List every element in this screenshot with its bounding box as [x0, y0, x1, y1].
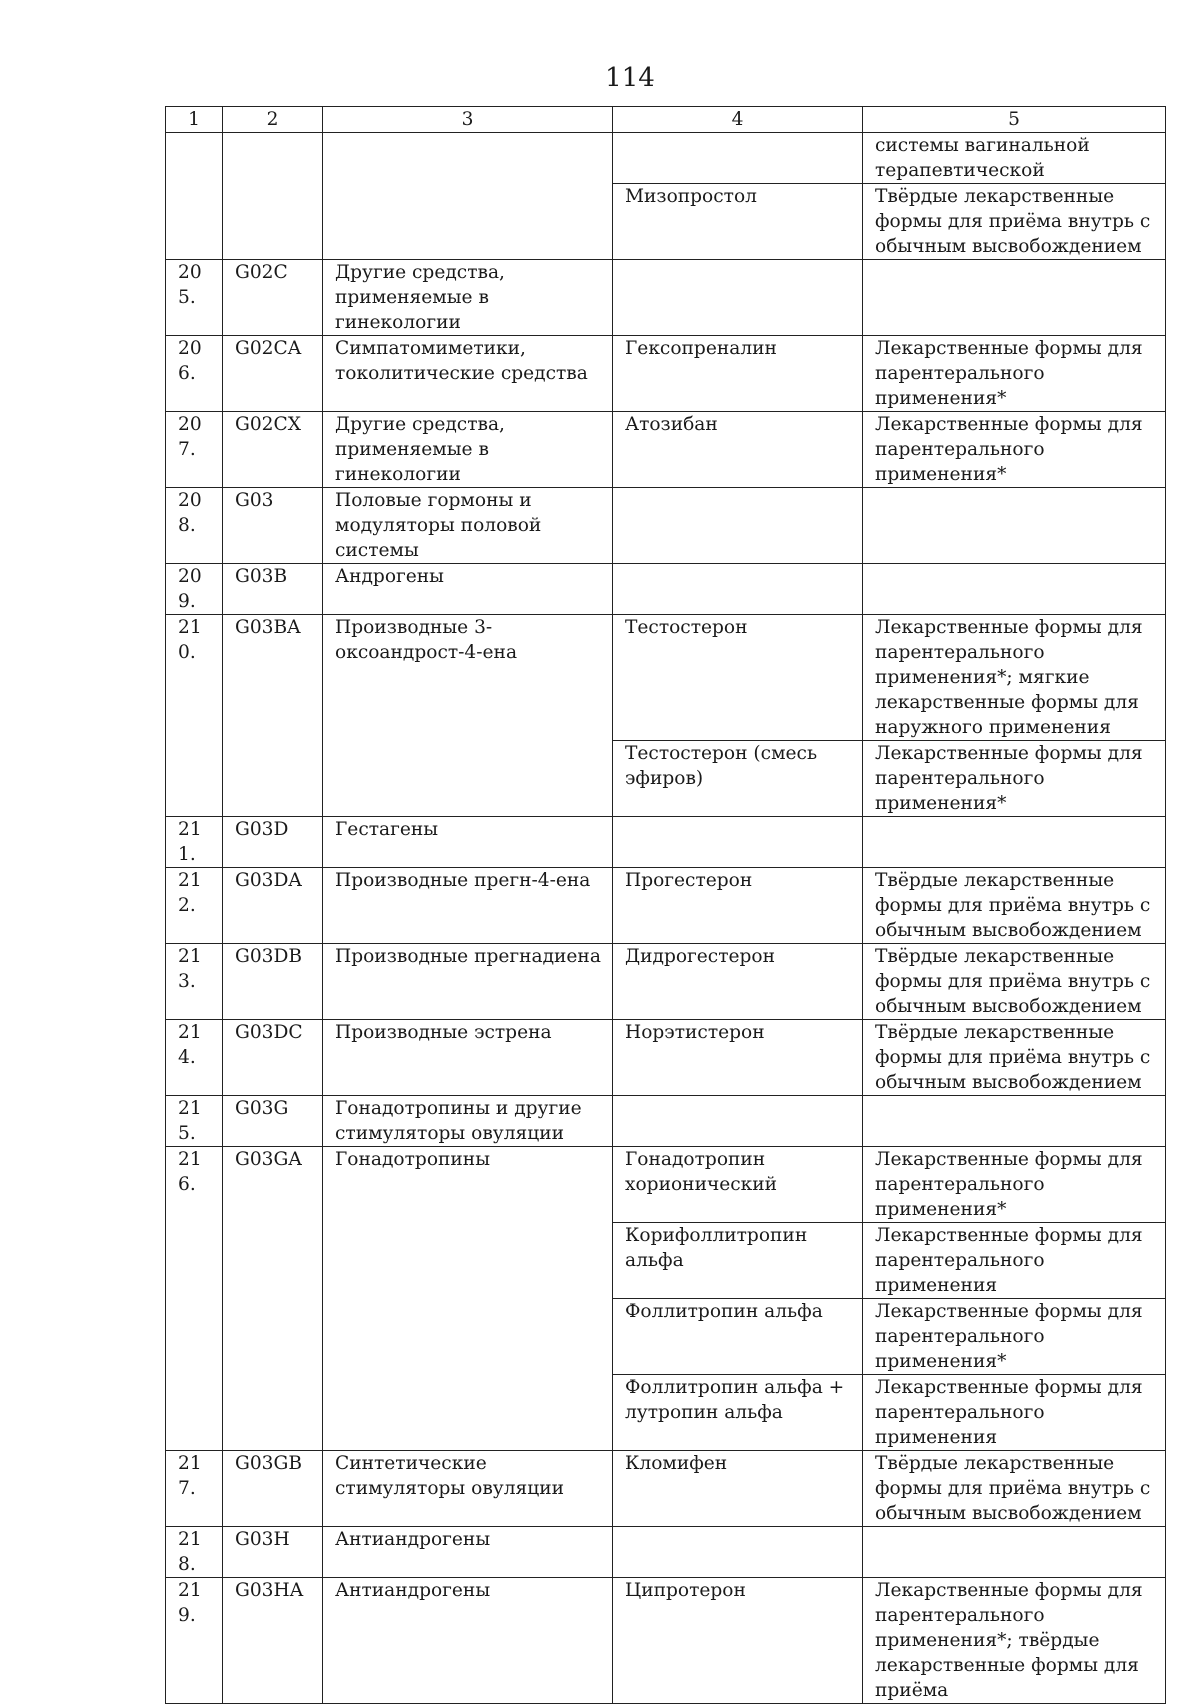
row-number-cell: 215. [166, 1096, 223, 1147]
drug-name-cell [613, 564, 863, 615]
row-number-cell: 206. [166, 336, 223, 412]
dosage-form-cell: Лекарственные формы для парентерального применения* [863, 336, 1166, 412]
dosage-form-cell: Твёрдые лекарственные формы для приёма внутрь с обычным высвобождением [863, 1451, 1166, 1527]
row-number-cell: 205. [166, 260, 223, 336]
table-row [166, 615, 1166, 741]
row-number-cell: 217. [166, 1451, 223, 1527]
table-row [166, 1527, 1166, 1578]
column-header: 5 [863, 107, 1166, 133]
atc-code-cell [223, 133, 323, 260]
drug-name-cell: Фоллитропин альфа + лутропин альфа [613, 1375, 863, 1451]
atc-group-cell: Антиандрогены [323, 1578, 613, 1704]
dosage-form-cell: Твёрдые лекарственные формы для приёма внутрь с обычным высвобождением [863, 184, 1166, 260]
row-number-cell: 218. [166, 1527, 223, 1578]
atc-code-cell: G03 [223, 488, 323, 564]
drug-name-cell: Тестостерон [613, 615, 863, 741]
dosage-form-cell: Лекарственные формы для парентерального применения [863, 1375, 1166, 1451]
atc-group-cell: Антиандрогены [323, 1527, 613, 1578]
row-number-cell: 216. [166, 1147, 223, 1451]
atc-group-cell: Синтетические стимуляторы овуляции [323, 1451, 613, 1527]
drug-name-cell: Ципротерон [613, 1578, 863, 1704]
drug-name-cell [613, 1527, 863, 1578]
atc-group-cell: Производные прегн-4-ена [323, 868, 613, 944]
dosage-form-cell: Лекарственные формы для парентерального применения*; мягкие лекарственные формы для наружного применения [863, 615, 1166, 741]
table-row [166, 488, 1166, 564]
drug-name-cell [613, 1096, 863, 1147]
atc-group-cell [323, 133, 613, 260]
dosage-form-cell: Лекарственные формы для парентерального применения* [863, 1299, 1166, 1375]
column-header: 2 [223, 107, 323, 133]
row-number-cell: 213. [166, 944, 223, 1020]
table-row [166, 1096, 1166, 1147]
atc-group-cell: Производные 3-оксоандрост-4-ена [323, 615, 613, 817]
atc-code-cell: G03H [223, 1527, 323, 1578]
table-row [166, 1020, 1166, 1096]
atc-code-cell: G03GA [223, 1147, 323, 1451]
drug-name-cell [613, 133, 863, 184]
drug-name-cell: Гонадотропин хорионический [613, 1147, 863, 1223]
table-row [166, 1578, 1166, 1704]
atc-group-cell: Другие средства, применяемые в гинекологии [323, 260, 613, 336]
table-row [166, 133, 1166, 184]
table-row [166, 564, 1166, 615]
drug-name-cell: Кломифен [613, 1451, 863, 1527]
row-number-cell: 219. [166, 1578, 223, 1704]
dosage-form-cell [863, 1527, 1166, 1578]
drug-name-cell: Дидрогестерон [613, 944, 863, 1020]
dosage-form-cell [863, 817, 1166, 868]
atc-code-cell: G03DB [223, 944, 323, 1020]
header-row [166, 107, 1166, 133]
row-number-cell [166, 133, 223, 260]
column-header: 1 [166, 107, 223, 133]
drug-name-cell: Норэтистерон [613, 1020, 863, 1096]
row-number-cell: 212. [166, 868, 223, 944]
row-number-cell: 211. [166, 817, 223, 868]
atc-group-cell: Гестагены [323, 817, 613, 868]
atc-group-cell: Другие средства, применяемые в гинекологии [323, 412, 613, 488]
drug-name-cell: Мизопростол [613, 184, 863, 260]
dosage-form-cell: Лекарственные формы для парентерального применения [863, 1223, 1166, 1299]
dosage-form-cell: Твёрдые лекарственные формы для приёма внутрь с обычным высвобождением [863, 868, 1166, 944]
atc-code-cell: G03BA [223, 615, 323, 817]
drug-name-cell [613, 488, 863, 564]
medicines-table [165, 106, 1166, 1704]
row-number-cell: 214. [166, 1020, 223, 1096]
atc-code-cell: G03HA [223, 1578, 323, 1704]
atc-group-cell: Половые гормоны и модуляторы половой системы [323, 488, 613, 564]
dosage-form-cell [863, 260, 1166, 336]
drug-name-cell: Атозибан [613, 412, 863, 488]
dosage-form-cell: Лекарственные формы для парентерального применения* [863, 1147, 1166, 1223]
atc-group-cell: Производные прегнадиена [323, 944, 613, 1020]
table-row [166, 944, 1166, 1020]
table-row [166, 336, 1166, 412]
atc-group-cell: Симпатомиметики, токолитические средства [323, 336, 613, 412]
drug-name-cell [613, 817, 863, 868]
column-header: 4 [613, 107, 863, 133]
atc-code-cell: G02CX [223, 412, 323, 488]
dosage-form-cell: Лекарственные формы для парентерального применения* [863, 412, 1166, 488]
row-number-cell: 208. [166, 488, 223, 564]
dosage-form-cell: Твёрдые лекарственные формы для приёма внутрь с обычным высвобождением [863, 944, 1166, 1020]
dosage-form-cell [863, 1096, 1166, 1147]
row-number-cell: 209. [166, 564, 223, 615]
dosage-form-cell: Лекарственные формы для парентерального применения* [863, 741, 1166, 817]
atc-group-cell: Гонадотропины и другие стимуляторы овуляции [323, 1096, 613, 1147]
atc-code-cell: G03B [223, 564, 323, 615]
table-row [166, 1451, 1166, 1527]
drug-name-cell: Корифоллитропин альфа [613, 1223, 863, 1299]
drug-name-cell: Гексопреналин [613, 336, 863, 412]
column-header: 3 [323, 107, 613, 133]
row-number-cell: 207. [166, 412, 223, 488]
atc-group-cell: Гонадотропины [323, 1147, 613, 1451]
atc-code-cell: G03DC [223, 1020, 323, 1096]
table-row [166, 868, 1166, 944]
atc-code-cell: G03DA [223, 868, 323, 944]
dosage-form-cell [863, 488, 1166, 564]
atc-code-cell: G03D [223, 817, 323, 868]
table-row [166, 260, 1166, 336]
drug-name-cell: Фоллитропин альфа [613, 1299, 863, 1375]
atc-group-cell: Производные эстрена [323, 1020, 613, 1096]
dosage-form-cell: Лекарственные формы для парентерального применения*; твёрдые лекарственные формы для приёма [863, 1578, 1166, 1704]
dosage-form-cell [863, 564, 1166, 615]
table-row [166, 1147, 1166, 1223]
table-row [166, 412, 1166, 488]
atc-code-cell: G03GB [223, 1451, 323, 1527]
dosage-form-cell: Твёрдые лекарственные формы для приёма внутрь с обычным высвобождением [863, 1020, 1166, 1096]
row-number-cell: 210. [166, 615, 223, 817]
page-number: 114 [605, 63, 655, 93]
drug-name-cell: Прогестерон [613, 868, 863, 944]
drug-name-cell: Тестостерон (смесь эфиров) [613, 741, 863, 817]
atc-code-cell: G02CA [223, 336, 323, 412]
table-row [166, 817, 1166, 868]
atc-code-cell: G03G [223, 1096, 323, 1147]
atc-group-cell: Андрогены [323, 564, 613, 615]
drug-name-cell [613, 260, 863, 336]
dosage-form-cell: системы вагинальной терапевтической [863, 133, 1166, 184]
atc-code-cell: G02C [223, 260, 323, 336]
